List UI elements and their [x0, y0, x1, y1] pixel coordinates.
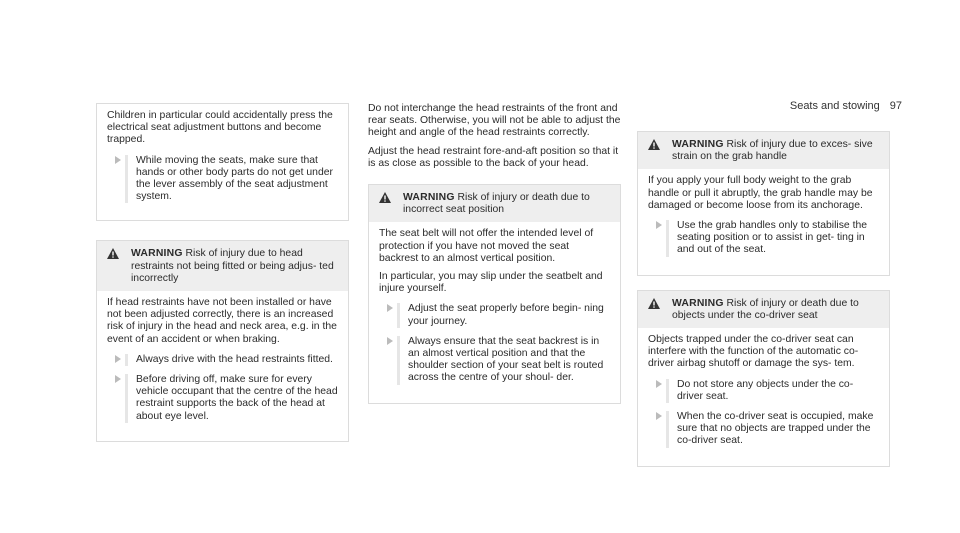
list-item: While moving the seats, make sure that hands or other body parts do not get under the lever assembly of the seat adjustment system. — [107, 155, 338, 204]
arrow-bullet-icon — [115, 355, 121, 363]
warning-title: Risk of injury or death due to incorrect seat position — [403, 192, 590, 216]
paragraph: Do not interchange the head restraints of the front and rear seats. Otherwise, you will not be able to adjust the height and angle of the head restraints correctly. — [368, 103, 621, 139]
list-item: Do not store any objects under the co- driver seat. — [648, 379, 879, 403]
list-item: When the co-driver seat is occupied, make sure that no objects are trapped under the co-driver seat. — [648, 411, 879, 448]
warning-header — [369, 185, 620, 222]
section-title: Seats and stowing — [789, 100, 880, 112]
column-3 — [637, 131, 890, 467]
list-item: Use the grab handles only to stabilise the seating position or to assist in get‐ ting in and out of the seat. — [648, 220, 879, 257]
warning-header — [638, 132, 889, 169]
arrow-bullet-icon — [115, 375, 121, 383]
list-item: Always ensure that the seat backrest is in an almost vertical position and that the shoulder section of your seat belt is routed across the centre of your shoul‐ der. — [379, 336, 610, 385]
warning-box-head-restraints — [96, 240, 349, 441]
children-caution-box — [96, 103, 349, 221]
warning-box-grab-handle — [637, 131, 890, 276]
warning-triangle-icon — [379, 192, 391, 203]
column-1 — [96, 103, 349, 442]
arrow-bullet-icon — [656, 380, 662, 388]
warning-header — [638, 291, 889, 328]
warning-body: The seat belt will not offer the intended level of protection if you have not moved the seat backrest to an almost vertical position. — [379, 228, 594, 264]
list-item: Before driving off, make sure for every vehicle occupant that the centre of the head restraint supports the back of the head at about eye level. — [107, 374, 338, 423]
arrow-bullet-icon — [387, 337, 393, 345]
warning-header — [97, 241, 348, 291]
warning-title: Risk of injury due to exces‐ sive strain on the grab handle — [672, 139, 873, 163]
warning-label: WARNING — [672, 139, 724, 150]
warning-body: If head restraints have not been installed or have not been adjusted correctly, there is an increased risk of injury in the head and neck area, e.g. in the event of an accident or when braking. — [107, 297, 337, 345]
arrow-bullet-icon — [656, 412, 662, 420]
warning-title: Risk of injury due to head restraints not being fitted or being adjus‐ ted incorrectly — [131, 248, 334, 284]
warning-body: If you apply your full body weight to the grab handle or pull it abruptly, the grab handle may be damaged or become loose from its anchorage. — [648, 175, 873, 211]
warning-triangle-icon — [648, 139, 660, 150]
warning-title: Risk of injury or death due to objects under the co-driver seat — [672, 297, 859, 321]
warning-label: WARNING — [131, 248, 183, 260]
warning-box-co-driver-seat — [637, 290, 890, 467]
list-item: Always drive with the head restraints fitted. — [107, 354, 338, 366]
page-number: 97 — [889, 100, 902, 112]
warning-body: In particular, you may slip under the seatbelt and injure yourself. — [379, 271, 603, 295]
warning-box-seat-position — [368, 184, 621, 404]
caution-text: Children in particular could accidentally press the electrical seat adjustment buttons and become trapped. — [107, 110, 333, 146]
warning-label: WARNING — [672, 297, 724, 309]
arrow-bullet-icon — [115, 156, 121, 164]
warning-label: WARNING — [403, 192, 455, 204]
warning-triangle-icon — [107, 248, 119, 259]
paragraph: Adjust the head restraint fore-and-aft position so that it is as close as possible to the back of your head. — [368, 145, 619, 169]
column-2 — [368, 103, 621, 404]
page-header — [790, 100, 902, 112]
arrow-bullet-icon — [656, 221, 662, 229]
arrow-bullet-icon — [387, 304, 393, 312]
warning-triangle-icon — [648, 298, 660, 309]
warning-body: Objects trapped under the co-driver seat can interfere with the function of the automatic co-driver airbag shutoff or damage the sys‐ tem. — [648, 334, 859, 370]
list-item: Adjust the seat properly before begin‐ ning your journey. — [379, 303, 610, 327]
